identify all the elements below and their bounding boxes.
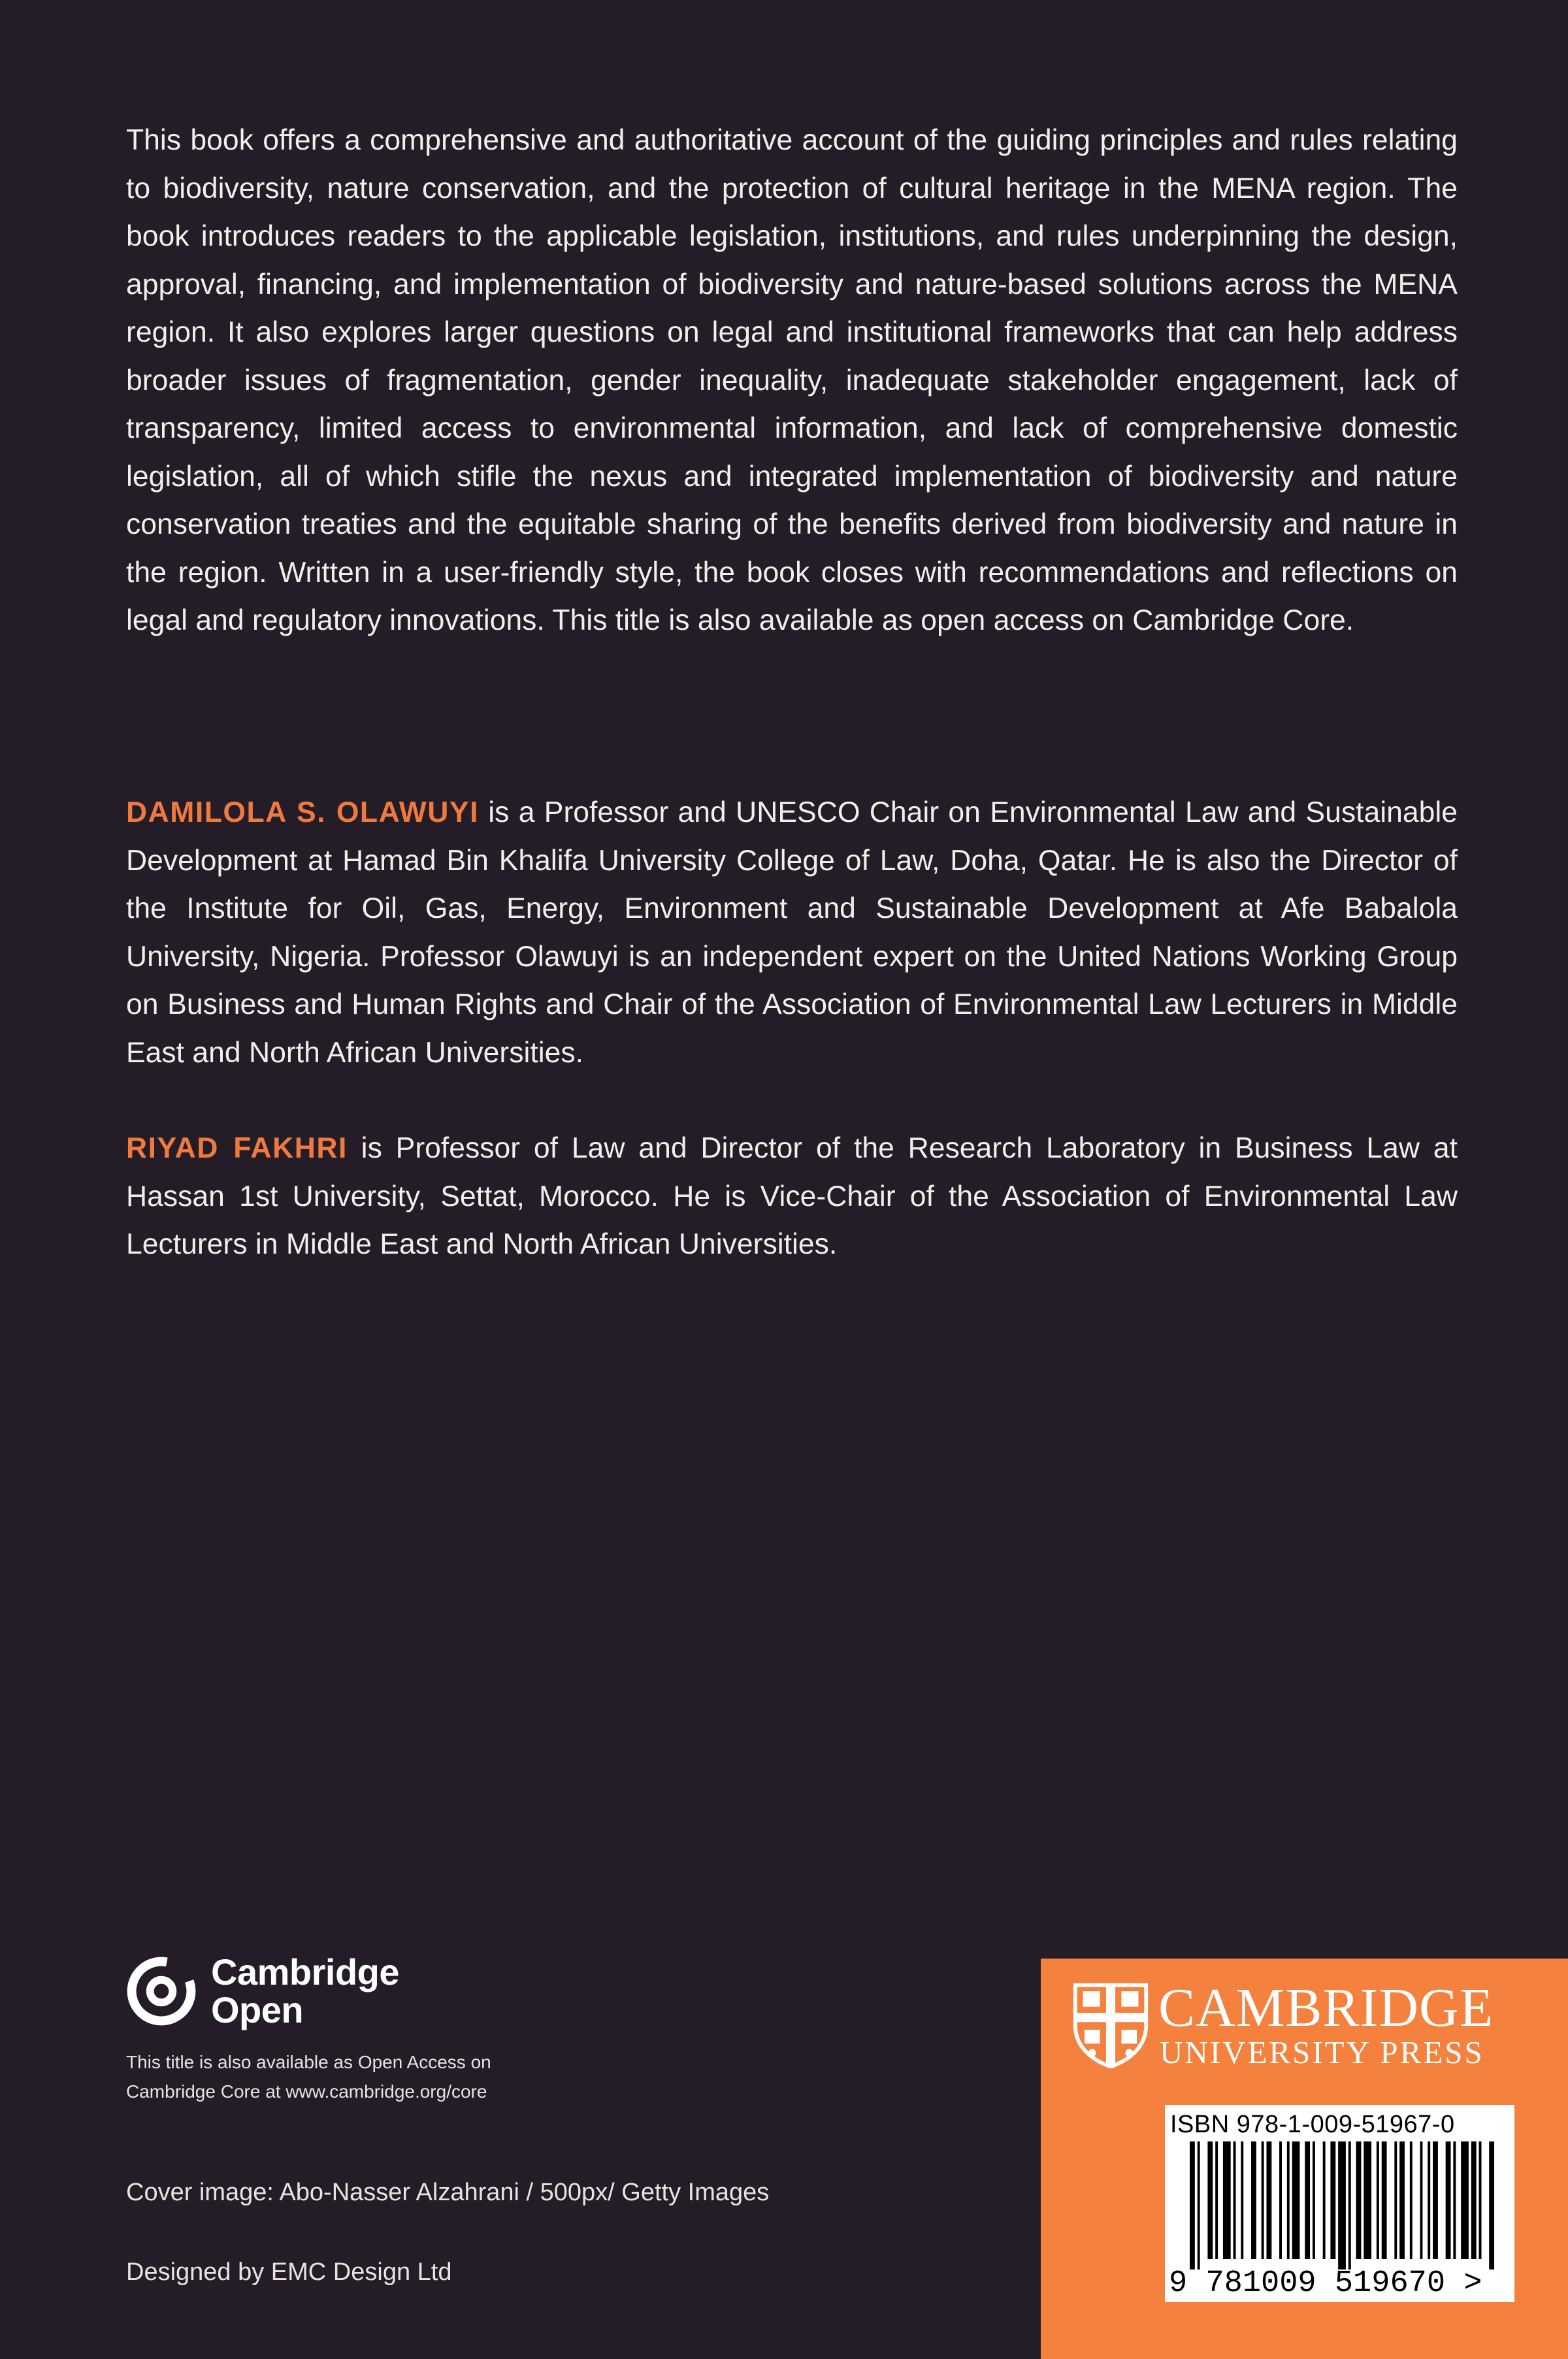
publisher-name: CAMBRIDGE [1158, 1977, 1494, 2038]
barcode-digits: 9 781009 519670 > [1169, 2266, 1482, 2301]
author-bio-text: is Professor of Law and Director of the Research Laboratory in Business Law at Hassan 1st University, Settat, Morocco. He is Vice-Chair of the Association of Environmental Law Lecturers in Middle East and North African Universities. [126, 1132, 1458, 1260]
author-bio-fakhri [126, 1124, 1458, 1269]
book-description: This book offers a comprehensive and authoritative account of the guiding principles and rules relating to biodiversity, nature conservation, and the protection of cultural heritage in the MENA region. The book introduces readers to the applicable legislation, institutions, and rules underpinning the design, approval, financing, and implementation of biodiversity and nature-based solutions across the MENA region. It also explores larger questions on legal and institutional frameworks that can help address broader issues of fragmentation, gender inequality, inadequate stakeholder engagement, lack of transparency, limited access to environmental information, and lack of comprehensive domestic legislation, all of which stifle the nexus and integrated implementation of biodiversity and nature conservation treaties and the equitable sharing of the benefits derived from biodiversity and nature in the region. Written in a user-friendly style, the book closes with recommendations and reflections on legal and regulatory innovations. This title is also available as open access on Cambridge Core. [126, 124, 1458, 636]
open-access-note [126, 2047, 583, 2106]
cover-image-credit: Cover image: Abo-Nasser Alzahrani / 500px/ Getty Images [126, 2179, 770, 2206]
publisher-subname: UNIVERSITY PRESS [1160, 2034, 1484, 2070]
author-bio-text: is a Professor and UNESCO Chair on Environmental Law and Sustainable Development at Hamad Bin Khalifa University College of Law, Doha, Qatar. He is also the Director of the Institute for Oil, Gas, Energy, Environment and Sustainable Development at Afe Babalola University, Nigeria. Professor Olawuyi is an independent expert on the United Nations Working Group on Business and Human Rights and Chair of the Association of Environmental Law Lecturers in Middle East and North African Universities. [126, 796, 1458, 1069]
publisher-panel [1041, 1959, 1568, 2359]
designer-credit: Designed by EMC Design Ltd [126, 2258, 452, 2286]
open-access-note-line1: This title is also available as Open Access on [126, 2052, 491, 2072]
isbn-barcode [1165, 2105, 1514, 2302]
author-name: RIYAD FAKHRI [126, 1132, 348, 1164]
cambridge-open-line1: Cambridge [211, 1951, 399, 1993]
cambridge-open-line2: Open [211, 1989, 304, 2030]
cambridge-open-logo [126, 1953, 399, 2029]
open-access-note-line2: Cambridge Core at www.cambridge.org/core [126, 2081, 487, 2102]
cambridge-shield-icon [1072, 1982, 1149, 2068]
author-bio-olawuyi [126, 789, 1458, 1077]
barcode-bars [1190, 2141, 1497, 2270]
isbn-label: ISBN 978-1-009-51967-0 [1170, 2111, 1455, 2138]
author-name: DAMILOLA S. OLAWUYI [126, 796, 479, 828]
cambridge-open-icon [126, 1956, 197, 2026]
cambridge-open-wordmark [211, 1953, 399, 2029]
